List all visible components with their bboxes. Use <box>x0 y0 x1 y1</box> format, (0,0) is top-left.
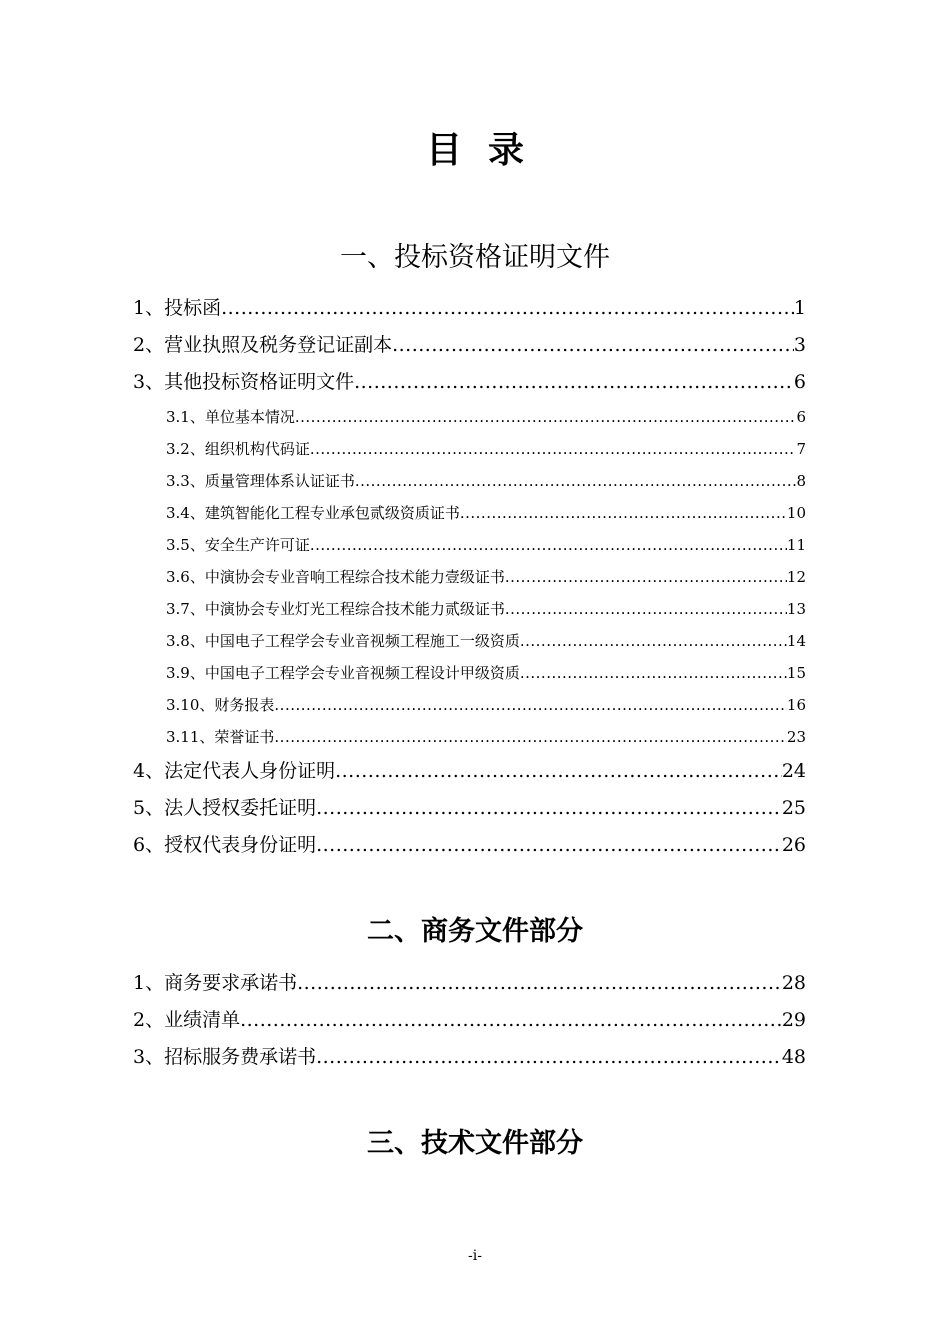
page-title: 目录 <box>425 129 550 171</box>
toc-entry-label: 1、投标函 <box>133 297 222 319</box>
toc-entry[interactable] <box>133 1002 806 1039</box>
toc-leader <box>505 593 787 625</box>
toc-entry[interactable] <box>133 364 806 401</box>
toc-entry[interactable] <box>133 290 806 327</box>
toc-entry[interactable] <box>133 827 806 864</box>
toc-entry-page: 25 <box>781 797 806 819</box>
toc-entry-label: 3、招标服务费承诺书 <box>133 1046 317 1068</box>
toc-entry[interactable] <box>133 689 806 721</box>
toc-entry-page: 23 <box>786 728 806 746</box>
toc-leader <box>240 1002 782 1039</box>
toc-entry-label: 3.10、财务报表 <box>166 696 275 714</box>
toc-leader <box>274 689 787 721</box>
toc-entry[interactable] <box>133 721 806 753</box>
toc-entry-page: 6 <box>796 408 806 426</box>
toc-entry-label: 3、其他投标资格证明文件 <box>133 371 355 393</box>
toc-entry[interactable] <box>133 657 806 689</box>
toc-entry-page: 15 <box>786 664 806 682</box>
toc-leader <box>392 327 794 364</box>
toc-entry-page: 7 <box>796 440 806 458</box>
toc-entry[interactable] <box>133 529 806 561</box>
toc-section-qualification <box>133 290 806 864</box>
section-heading-qualification: 一、投标资格证明文件 <box>340 242 610 273</box>
page-number: -i- <box>468 1248 482 1264</box>
toc-entry-page: 12 <box>786 568 806 586</box>
toc-entry[interactable] <box>133 753 806 790</box>
toc-leader <box>221 290 794 327</box>
toc-entry[interactable] <box>133 433 806 465</box>
toc-entry-label: 3.8、中国电子工程学会专业音视频工程施工一级资质 <box>166 632 520 650</box>
toc-leader <box>520 625 787 657</box>
toc-leader <box>505 561 787 593</box>
toc-entry-label: 1、商务要求承诺书 <box>133 972 298 994</box>
toc-entry-page: 10 <box>786 504 806 522</box>
toc-leader <box>354 364 794 401</box>
toc-leader <box>297 965 782 1002</box>
toc-leader <box>316 1039 782 1076</box>
toc-entry-page: 14 <box>786 632 806 650</box>
toc-leader <box>316 790 782 827</box>
toc-entry[interactable] <box>133 401 806 433</box>
toc-entry-page: 28 <box>781 972 806 994</box>
toc-entry-label: 6、授权代表身份证明 <box>133 834 317 856</box>
toc-entry-label: 3.5、安全生产许可证 <box>166 536 310 554</box>
toc-entry-page: 24 <box>781 760 806 782</box>
toc-entry-page: 26 <box>781 834 806 856</box>
toc-entry-label: 3.2、组织机构代码证 <box>166 440 310 458</box>
toc-entry-label: 3.6、中演协会专业音响工程综合技术能力壹级证书 <box>166 568 505 586</box>
toc-entry-label: 4、法定代表人身份证明 <box>133 760 336 782</box>
toc-entry-label: 2、营业执照及税务登记证副本 <box>133 334 393 356</box>
toc-entry[interactable] <box>133 497 806 529</box>
toc-leader <box>295 401 797 433</box>
toc-leader <box>355 465 797 497</box>
toc-entry-label: 3.11、荣誉证书 <box>166 728 275 746</box>
toc-leader <box>460 497 787 529</box>
toc-entry-page: 11 <box>786 536 806 554</box>
section-heading-technical: 三、技术文件部分 <box>367 1128 583 1159</box>
toc-entry-page: 29 <box>781 1009 806 1031</box>
toc-entry-page: 8 <box>796 472 806 490</box>
toc-leader <box>310 529 787 561</box>
toc-entry-page: 16 <box>786 696 806 714</box>
section-heading-business: 二、商务文件部分 <box>367 916 583 947</box>
toc-entry-label: 3.1、单位基本情况 <box>166 408 295 426</box>
toc-leader <box>335 753 782 790</box>
toc-entry[interactable] <box>133 561 806 593</box>
toc-entry[interactable] <box>133 327 806 364</box>
toc-leader <box>274 721 787 753</box>
toc-entry-label: 5、法人授权委托证明 <box>133 797 317 819</box>
toc-entry-page: 48 <box>781 1046 806 1068</box>
toc-entry-label: 3.3、质量管理体系认证证书 <box>166 472 355 490</box>
toc-section-business <box>133 965 806 1076</box>
toc-leader <box>316 827 782 864</box>
toc-entry-label: 3.4、建筑智能化工程专业承包贰级资质证书 <box>166 504 460 522</box>
toc-entry-label: 2、业绩清单 <box>133 1009 241 1031</box>
toc-entry-label: 3.9、中国电子工程学会专业音视频工程设计甲级资质 <box>166 664 520 682</box>
toc-entry[interactable] <box>133 593 806 625</box>
toc-entry-page: 1 <box>793 297 806 319</box>
toc-entry-page: 13 <box>786 600 806 618</box>
toc-entry[interactable] <box>133 965 806 1002</box>
toc-entry-page: 3 <box>793 334 806 356</box>
toc-entry[interactable] <box>133 790 806 827</box>
toc-entry[interactable] <box>133 625 806 657</box>
toc-leader <box>310 433 797 465</box>
toc-leader <box>520 657 787 689</box>
toc-entry[interactable] <box>133 465 806 497</box>
toc-entry[interactable] <box>133 1039 806 1076</box>
toc-entry-label: 3.7、中演协会专业灯光工程综合技术能力贰级证书 <box>166 600 505 618</box>
toc-entry-page: 6 <box>793 371 806 393</box>
